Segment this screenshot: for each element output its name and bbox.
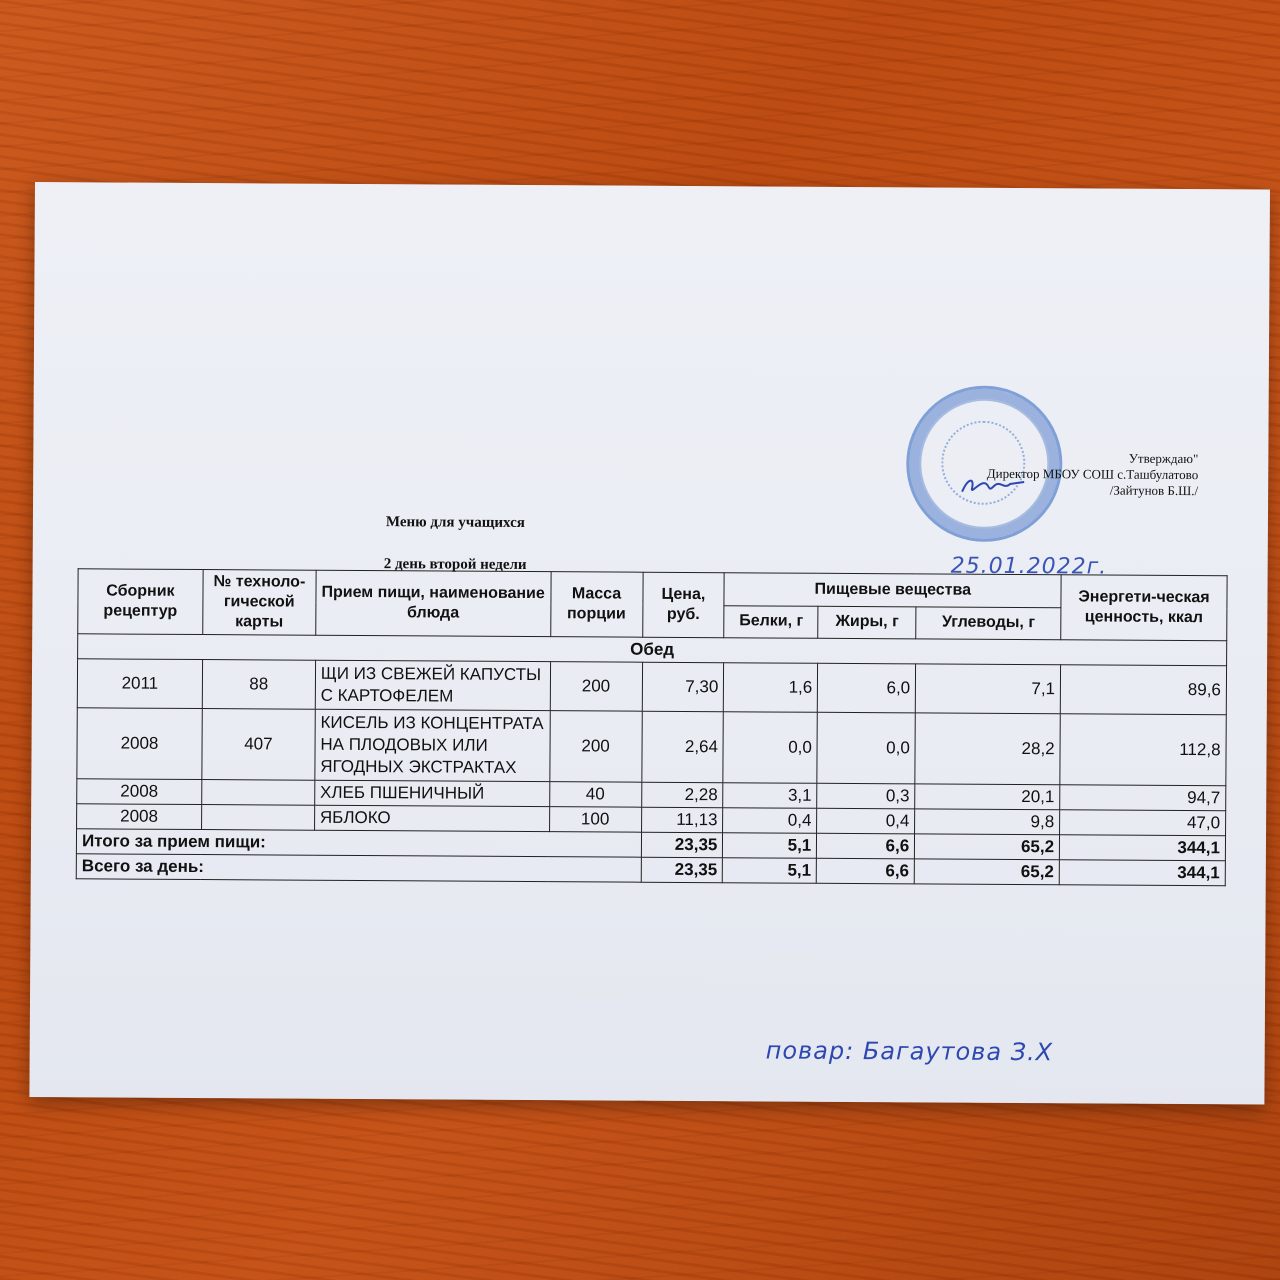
handwritten-date: 25.01.2022г.: [950, 553, 1108, 580]
cell-energy: 47,0: [1060, 810, 1226, 836]
header-energy: Энергети-ческая ценность, ккал: [1061, 575, 1227, 641]
page-subtitle: 2 день второй недели: [383, 556, 527, 574]
header-fat: Жиры, г: [818, 606, 916, 639]
cell-price: 7,30: [642, 662, 724, 711]
cell-collection: 2008: [77, 804, 202, 830]
cell-carbs: 28,2: [915, 713, 1060, 785]
header-meal: Прием пищи, наименование блюда: [316, 570, 551, 636]
cell-price: 11,13: [641, 807, 723, 832]
cell-mass: 40: [549, 782, 641, 808]
cell-carbs: 20,1: [915, 784, 1060, 810]
subtotal-label: Итого за прием пищи:: [76, 829, 641, 857]
header-carbs: Углеводы, г: [916, 606, 1061, 639]
subtotal-carbs: 65,2: [915, 834, 1060, 860]
page-title: Меню для учащихся: [385, 514, 525, 531]
total-fat: 6,6: [817, 858, 915, 884]
header-mass: Масса порции: [550, 572, 642, 638]
approval-line-2: Директор МБОУ СОШ с.Ташбулатово: [986, 465, 1199, 483]
cell-energy: 94,7: [1060, 785, 1226, 811]
cell-price: 2,64: [641, 711, 723, 782]
subtotal-energy: 344,1: [1059, 835, 1225, 861]
total-carbs: 65,2: [914, 859, 1059, 885]
cell-mass: 200: [549, 711, 641, 783]
handwritten-cook-note: повар: Багаутова З.Х: [765, 1036, 1054, 1067]
cell-fat: 0,3: [817, 783, 915, 809]
header-price: Цена, руб.: [642, 572, 724, 637]
cell-energy: 89,6: [1060, 665, 1226, 715]
cell-carbs: 7,1: [916, 664, 1061, 714]
cell-mass: 200: [550, 662, 642, 712]
header-row-1: [78, 569, 1227, 609]
cell-card: 407: [202, 709, 315, 781]
cell-dish: ЯБЛОКО: [314, 805, 549, 831]
menu-sheet: [29, 182, 1270, 1105]
subtotal-fat: 6,6: [817, 833, 915, 859]
cell-protein: 1,6: [724, 663, 818, 713]
cell-fat: 0,4: [817, 808, 915, 834]
cell-card: [201, 805, 314, 831]
total-label: Всего за день:: [76, 854, 641, 882]
cell-card: 88: [202, 660, 315, 710]
approval-block: [987, 450, 1199, 499]
cell-dish: ХЛЕБ ПШЕНИЧНЫЙ: [315, 780, 550, 806]
cell-energy: 112,8: [1060, 714, 1226, 786]
header-collection: Сборник рецептур: [78, 569, 203, 635]
total-energy: 344,1: [1059, 860, 1225, 886]
cell-dish: ЩИ ИЗ СВЕЖЕЙ КАПУСТЫ С КАРТОФЕЛЕМ: [315, 660, 550, 710]
menu-table: [76, 568, 1228, 886]
subtotal-price: 23,35: [641, 832, 723, 858]
subtotal-protein: 5,1: [723, 833, 817, 859]
cell-card: [202, 780, 315, 806]
cell-protein: 0,4: [723, 808, 817, 834]
total-price: 23,35: [641, 857, 723, 882]
table-row: [77, 708, 1226, 786]
approval-line-3: /Зайтунов Б.Ш./: [1109, 482, 1199, 499]
cell-collection: 2008: [77, 779, 202, 805]
cell-dish: КИСЕЛЬ ИЗ КОНЦЕНТРАТА НА ПЛОДОВЫХ ИЛИ ЯГОДНЫХ ЭКСТРАКТАХ: [315, 709, 550, 781]
table-row: [77, 659, 1226, 715]
approval-line-1: Утверждаю": [1128, 450, 1199, 467]
cell-protein: 3,1: [723, 783, 817, 809]
header-tech-card: № техноло-гической карты: [203, 570, 316, 636]
cell-price: 2,28: [641, 782, 723, 807]
cell-carbs: 9,8: [915, 809, 1060, 835]
cell-fat: 6,0: [818, 663, 916, 713]
cell-collection: 2011: [77, 659, 202, 709]
header-protein: Белки, г: [724, 605, 818, 638]
cell-mass: 100: [549, 807, 641, 833]
header-nutrients: Пищевые вещества: [724, 573, 1061, 608]
total-protein: 5,1: [723, 858, 817, 884]
section-lunch: Обед: [78, 634, 1227, 666]
cell-fat: 0,0: [817, 712, 915, 784]
cell-protein: 0,0: [723, 712, 817, 784]
cell-collection: 2008: [77, 708, 202, 780]
